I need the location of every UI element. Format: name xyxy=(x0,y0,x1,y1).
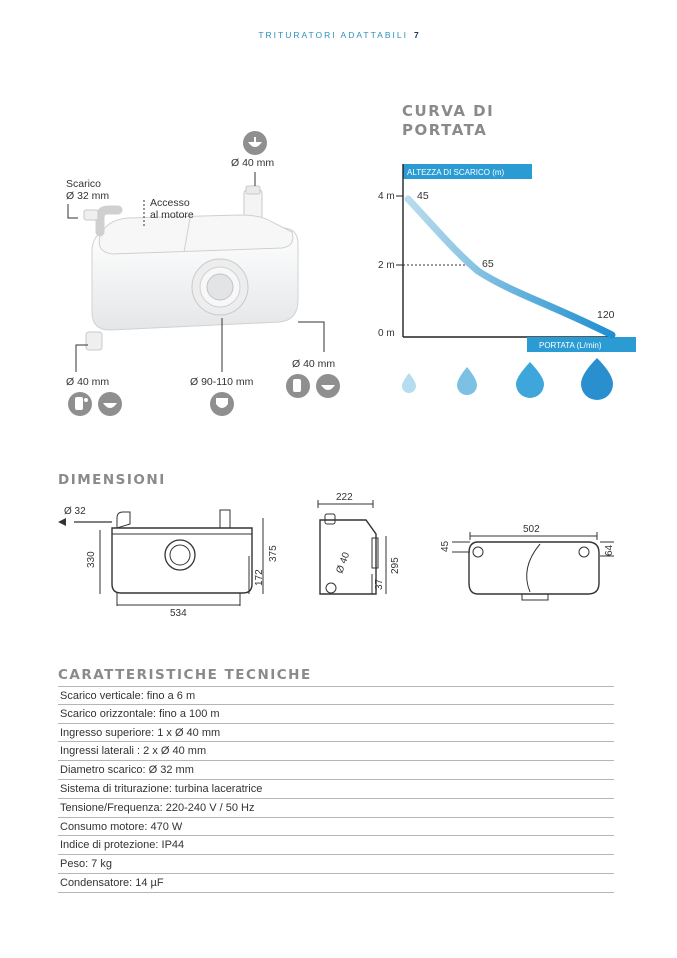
accesso-line1: Accesso xyxy=(150,197,190,209)
dimensions-title: DIMENSIONI xyxy=(58,472,166,488)
right-inlet-label: Ø 40 mm xyxy=(292,358,336,370)
dimension-drawings xyxy=(0,490,677,650)
spec-row: Peso: 7 kg xyxy=(58,855,614,874)
specs-title: CARATTERISTICHE TECNICHE xyxy=(58,667,312,683)
flow-curve xyxy=(408,199,612,335)
dim-side-base: 37 xyxy=(374,578,385,590)
dim-front-width: 534 xyxy=(170,608,187,619)
spec-row: Scarico orizzontale: fino a 100 m xyxy=(58,705,614,724)
spec-row: Indice di protezione: IP44 xyxy=(58,836,614,855)
water-drop-xlarge-icon xyxy=(581,358,613,400)
spec-row: Ingressi laterali : 2 x Ø 40 mm xyxy=(58,742,614,761)
dim-front-height-top: 375 xyxy=(268,545,279,562)
ytick-4: 4 m xyxy=(378,191,395,202)
scarico-title: Scarico xyxy=(66,178,102,190)
y-axis-title: ALTEZZA DI SCARICO (m) xyxy=(407,168,505,177)
curve-title-line2: PORTATA xyxy=(402,121,488,139)
accesso-line2: al motore xyxy=(150,209,194,221)
page-number: 7 xyxy=(413,30,419,40)
dim-front-inlet-height: 172 xyxy=(254,569,265,586)
spec-row: Condensatore: 14 µF xyxy=(58,874,614,893)
dim-side-height: 295 xyxy=(390,557,401,574)
water-drop-small-icon xyxy=(402,373,416,393)
water-drop-large-icon xyxy=(516,362,544,398)
ytick-2: 2 m xyxy=(378,260,395,271)
curve-title-line1: CURVA DI xyxy=(402,102,495,120)
spec-row: Consumo motore: 470 W xyxy=(58,818,614,837)
dim-side-outlet: Ø 40 xyxy=(334,550,353,576)
dim-top-width: 502 xyxy=(523,524,540,535)
specs-table xyxy=(58,686,614,893)
dim-front-outlet: Ø 32 xyxy=(64,506,86,517)
left-inlet-label: Ø 40 mm xyxy=(66,376,110,388)
spec-row: Sistema di triturazione: turbina laceratrice xyxy=(58,780,614,799)
point-label-45: 45 xyxy=(417,190,429,202)
front-inlet-label: Ø 90-110 mm xyxy=(190,376,254,388)
spec-row: Diametro scarico: Ø 32 mm xyxy=(58,761,614,780)
top-inlet-label: Ø 40 mm xyxy=(231,157,275,169)
ytick-0: 0 m xyxy=(378,328,395,339)
water-drop-medium-icon xyxy=(457,367,477,395)
point-label-65: 65 xyxy=(482,258,494,270)
dim-side-depth: 222 xyxy=(336,492,353,503)
spec-row: Tensione/Frequenza: 220-240 V / 50 Hz xyxy=(58,799,614,818)
point-label-120: 120 xyxy=(597,309,615,321)
scarico-size: Ø 32 mm xyxy=(66,190,110,202)
dim-front-height-total: 330 xyxy=(86,551,97,568)
x-axis-title: PORTATA (L/min) xyxy=(539,341,602,350)
flow-chart xyxy=(0,0,677,430)
top-view-drawing xyxy=(452,532,614,600)
spec-row: Scarico verticale: fino a 6 m xyxy=(58,686,614,705)
spec-row: Ingresso superiore: 1 x Ø 40 mm xyxy=(58,724,614,743)
dim-top-left-offset: 45 xyxy=(440,540,451,552)
dim-top-right-offset: 64 xyxy=(604,544,615,556)
header-title: TRITURATORI ADATTABILI xyxy=(258,30,408,40)
